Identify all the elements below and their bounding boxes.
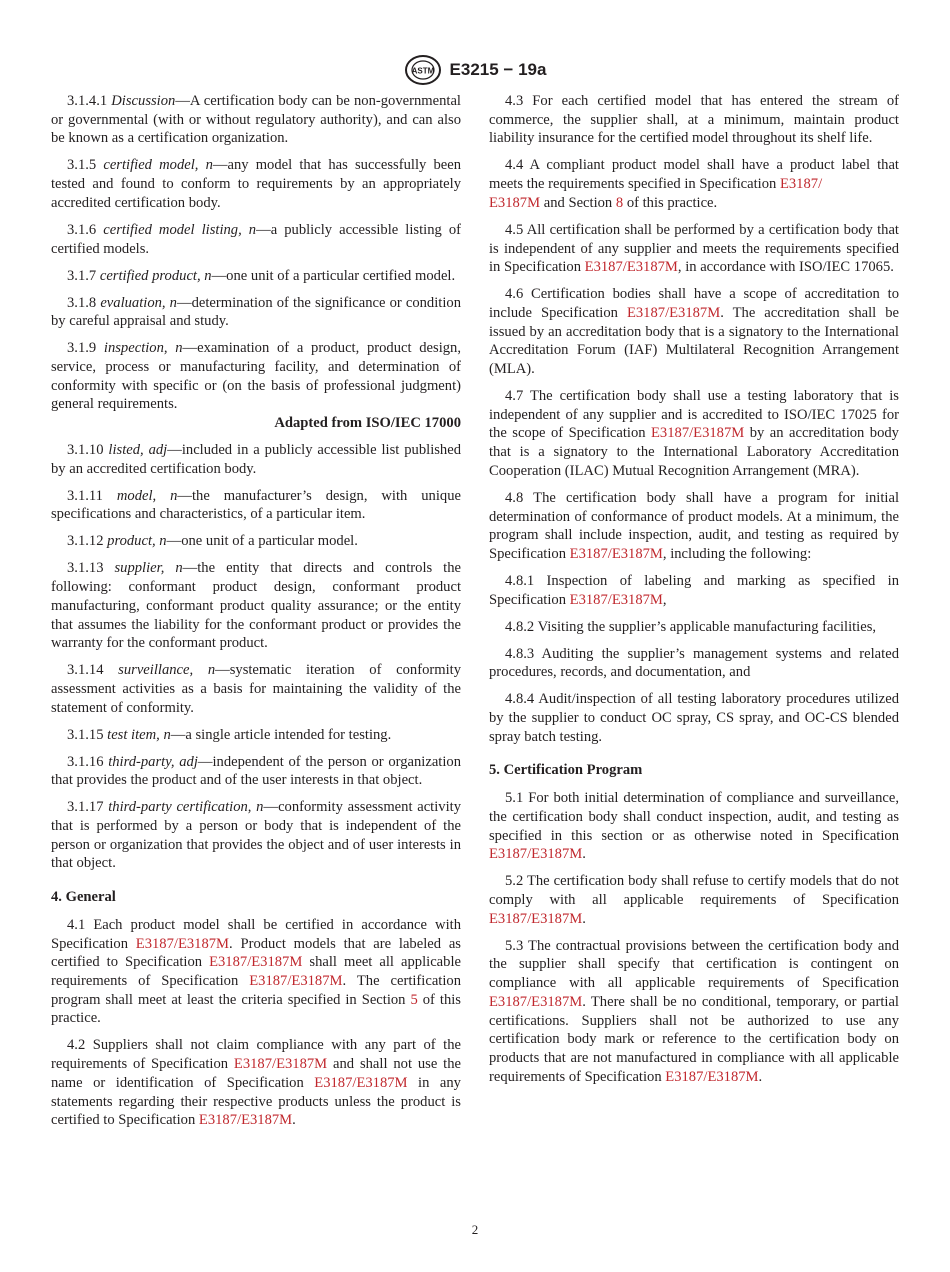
definition-certified-model-listing: 3.1.6 certified model listing, n—a publicly accessible listing of certified models. (51, 221, 461, 257)
definition-certified-product: 3.1.7 certified product, n—one unit of a particular certified model. (67, 267, 456, 284)
spec-link[interactable]: E3187/E3187M (569, 545, 663, 562)
paragraph-4-8-3: 4.8.3 Auditing the supplier’s management systems and related procedures, records, and documentation, and (489, 645, 899, 681)
page-header (0, 54, 950, 86)
definition-product: 3.1.12 product, n—one unit of a particular model. (67, 533, 358, 550)
definition-third-party-certification: 3.1.17 third-party certification, n—conformity assessment activity that is performed by a person or body that is independent of the person or organization that provides the object and of user interests in that object. (51, 799, 461, 872)
definition-test-item: 3.1.15 test item, n—a single article intended for testing. (67, 726, 392, 743)
spec-link[interactable]: E3187/E3187M (651, 425, 745, 442)
paragraph-4-7: 4.7 The certification body shall use a testing laboratory that is independent of any supplier and is accredited to ISO/IEC 17025 for the scope of Specification E3187/E3187M by an accreditation body that is a signatory to the International Laboratory Accreditation Cooperation (ILAC) Mutual Recognition Arrangement (MRA). (489, 388, 899, 479)
document-id: E3215 − 19a (449, 60, 547, 79)
paragraph-4-8-4: 4.8.4 Audit/inspection of all testing laboratory procedures utilized by the supplier to conduct OC spray, CS spray, and OC-CS blended spray batch testing. (489, 691, 899, 745)
paragraph-3-1-4-1: 3.1.4.1 Discussion—A certification body can be non-governmental or governmental (with or without regulatory authority), and can also be known as a certification organization. (51, 93, 461, 147)
paragraph-4-2: 4.2 Suppliers shall not claim compliance with any part of the requirements of Specification E3187/E3187M and shall not use the name or identification of Specification E3187/E3187M in any statements regarding their respective products unless the product is certified to Specification E3187/E3187M. (51, 1037, 461, 1129)
definition-listed: 3.1.10 listed, adj—included in a publicly accessible list published by an accredited certification body. (51, 442, 461, 477)
spec-link[interactable]: E3187/E3187M (249, 972, 343, 989)
paragraph-5-2: 5.2 The certification body shall refuse to certify models that do not comply with all applicable requirements of Specification E3187/E3187M. (489, 873, 899, 927)
paragraph-5-1: 5.1 For both initial determination of compliance and surveillance, the certification body shall conduct inspection, audit, and testing as specified in this section or as otherwise noted in Specification E3187/E3187M. (489, 790, 899, 863)
paragraph-4-8: 4.8 The certification body shall have a program for initial determination of conformance of product models. At a minimum, the program shall include inspection, audit, and testing as required by Specification E3187/E3187M, including the following: (489, 489, 899, 562)
definition-supplier: 3.1.13 supplier, n—the entity that directs and controls the following: conformant product design, conformant product manufacturing, conformant product quality assurance; or the entity that assumes the liability for the conformant product or provides the warranty for the conformant product. (51, 560, 462, 652)
spec-link[interactable]: E3187/E3187M (489, 910, 583, 927)
spec-link[interactable]: E3187/E3187M (233, 1056, 328, 1073)
definition-third-party: 3.1.16 third-party, adj—independent of the person or organization that provides the product and of the user interests in that object. (51, 753, 461, 789)
astm-logo-icon (404, 54, 442, 86)
definition-certified-model: 3.1.5 certified model, n—any model that has successfully been tested and found to conform to requirements by an appropriately accredited certification body. (51, 157, 461, 211)
right-column (489, 92, 899, 1095)
spec-link[interactable]: E3187/ E3187M (489, 176, 823, 211)
left-column (51, 92, 461, 1138)
definition-evaluation: 3.1.8 evaluation, n—determination of the significance or condition by careful appraisal and study. (51, 294, 461, 330)
paragraph-4-5: 4.5 All certification shall be performed by a certification body that is independent of any supplier and meets the requirements specified in Specification E3187/E3187M, in accordance with ISO/IEC 17065. (489, 221, 899, 276)
spec-link[interactable]: E3187/E3187M (314, 1074, 408, 1091)
section-heading-general: 4. General (51, 889, 116, 906)
paragraph-4-8-1: 4.8.1 Inspection of labeling and marking as specified in Specification E3187/E3187M, (489, 572, 899, 608)
paragraph-4-3: 4.3 For each certified model that has entered the stream of commerce, the supplier shall, at a minimum, maintain product liability insurance for the certified model throughout its shelf life. (489, 93, 899, 147)
paragraph-4-6: 4.6 Certification bodies shall have a scope of accreditation to include Specification E3187/E3187M. The accreditation shall be issued by an accreditation body that is a signatory to the International Accreditation Forum (IAF) Multilateral Recognition Arrangement (MLA). (489, 286, 899, 378)
spec-link[interactable]: E3187/E3187M (626, 304, 721, 321)
spec-link[interactable]: E3187/E3187M (198, 1112, 293, 1129)
section-heading-certification-program: 5. Certification Program (489, 762, 643, 779)
paragraph-5-3: 5.3 The contractual provisions between the certification body and the supplier shall specify that certification is contingent on compliance with all applicable requirements of Specification E3187/E3187M. There shall be no conditional, temporary, or partial certifications. Suppliers shall not be authorized to use any certification body mark or reference to the certification body on products that are not manufactured in compliance with all applicable requirements of Specification E3187/E3187M. (489, 937, 899, 1085)
adapted-from-note: Adapted from ISO/IEC 17000 (274, 415, 461, 432)
paragraph-4-4: 4.4 A compliant product model shall have a product label that meets the requirements specified in Specification E3187/ E3187M and Section 8 of this practice. (489, 157, 899, 211)
definition-inspection: 3.1.9 inspection, n—examination of a product, product design, service, process or manufacturing facility, and determination of conformity with specific or (on the basis of professional judgment) general requirements. (51, 340, 461, 413)
section-5-link[interactable]: 5 (410, 991, 418, 1008)
spec-link[interactable]: E3187/E3187M (489, 846, 583, 863)
spec-link[interactable]: E3187/E3187M (209, 954, 303, 971)
paragraph-4-1: 4.1 Each product model shall be certified in accordance with Specification E3187/E3187M. Product models that are labeled as certified to Specification E3187/E3187M shall meet all applicable requirements of Specification E3187/E3187M. The certification program shall meet at least the criteria specified in Section 5 of this practice. (51, 916, 462, 1027)
section-8-link[interactable]: 8 (615, 194, 624, 211)
spec-link[interactable]: E3187/E3187M (489, 993, 583, 1010)
logo-text: ASTM (411, 66, 434, 76)
definition-surveillance: 3.1.14 surveillance, n—systematic iteration of conformity assessment activities as a basis for maintaining the validity of the statement of conformity. (51, 662, 461, 716)
spec-link[interactable]: E3187/E3187M (665, 1068, 759, 1085)
spec-link[interactable]: E3187/E3187M (584, 259, 678, 276)
page-number: 2 (471, 1222, 479, 1237)
paragraph-4-8-2: 4.8.2 Visiting the supplier’s applicable manufacturing facilities, (505, 618, 877, 635)
spec-link[interactable]: E3187/E3187M (569, 591, 663, 608)
spec-link[interactable]: E3187/E3187M (135, 935, 230, 952)
definition-model: 3.1.11 model, n—the manufacturer’s design, with unique specifications and characteristics, of a particular item. (51, 487, 461, 523)
